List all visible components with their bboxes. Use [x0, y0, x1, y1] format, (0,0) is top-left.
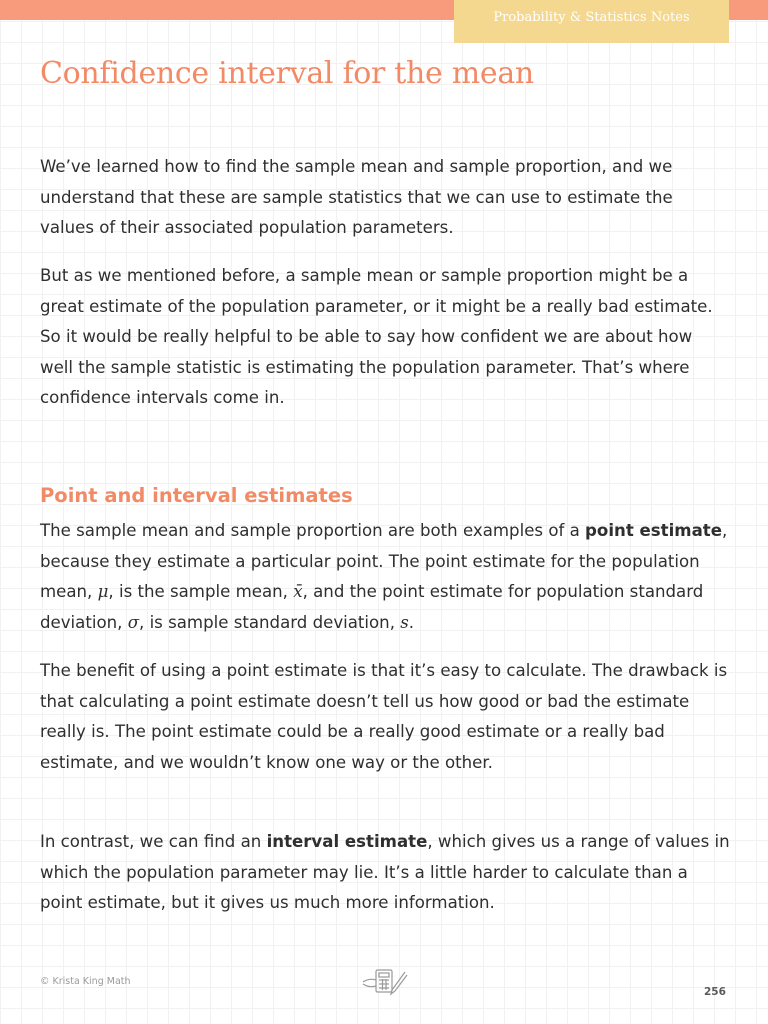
text-run: . [408, 612, 415, 632]
text-run: , which gives us a range of values in which the population parameter may lie. It’s a little harder to calculate than a point estimate, but it gives us much more information. [40, 832, 730, 913]
page-title: Confidence interval for the mean [40, 56, 534, 91]
intro-paragraph-1: We’ve learned how to find the sample mean and sample proportion, and we understand that these are sample statistics that we can use to estimate the values of their associated population parameters. [40, 157, 673, 238]
text-run: In contrast, we can find an [40, 832, 267, 851]
text-run: The sample mean and sample proportion are both examples of a [40, 521, 586, 540]
text-run: , because they estimate a particular point. The point estimate for the population mean, [40, 521, 728, 602]
symbol-s: s [400, 612, 409, 632]
point-estimate-paragraph [40, 516, 730, 638]
text-run: , is sample standard deviation, [139, 612, 401, 632]
calculator-pencil-logo-icon [361, 966, 409, 996]
symbol-xbar: x̄ [293, 582, 303, 602]
footer-copyright: © Krista King Math [40, 976, 131, 987]
text-run: , is the sample mean, [108, 582, 294, 602]
page-number: 256 [704, 986, 726, 998]
intro-paragraph-2: But as we mentioned before, a sample mean or sample proportion might be a great estimate of the population parameter, or it might be a really bad estimate. So it would be really helpful to be able to say how confident we are about how well the sample statistic is estimating the population parameter. That’s where confidence intervals come in. [40, 266, 713, 408]
text-run: , and the point estimate for population standard deviation, [40, 582, 704, 632]
benefit-paragraph: The benefit of using a point estimate is that it’s easy to calculate. The drawback is that calculating a point estimate doesn’t tell us how good or bad the estimate really is. The point estimate could be a really good estimate or a really bad estimate, and we wouldn’t know one way or the other. [40, 661, 728, 772]
term-interval-estimate: interval estimate [266, 832, 428, 851]
header-tab [454, 0, 729, 43]
symbol-sigma: σ [127, 612, 140, 632]
interval-estimate-paragraph [40, 827, 730, 919]
header-tab-label: Probability & Statistics Notes [493, 10, 690, 25]
term-point-estimate: point estimate [585, 521, 722, 540]
symbol-mu: μ [97, 582, 109, 602]
section-heading: Point and interval estimates [40, 484, 353, 507]
